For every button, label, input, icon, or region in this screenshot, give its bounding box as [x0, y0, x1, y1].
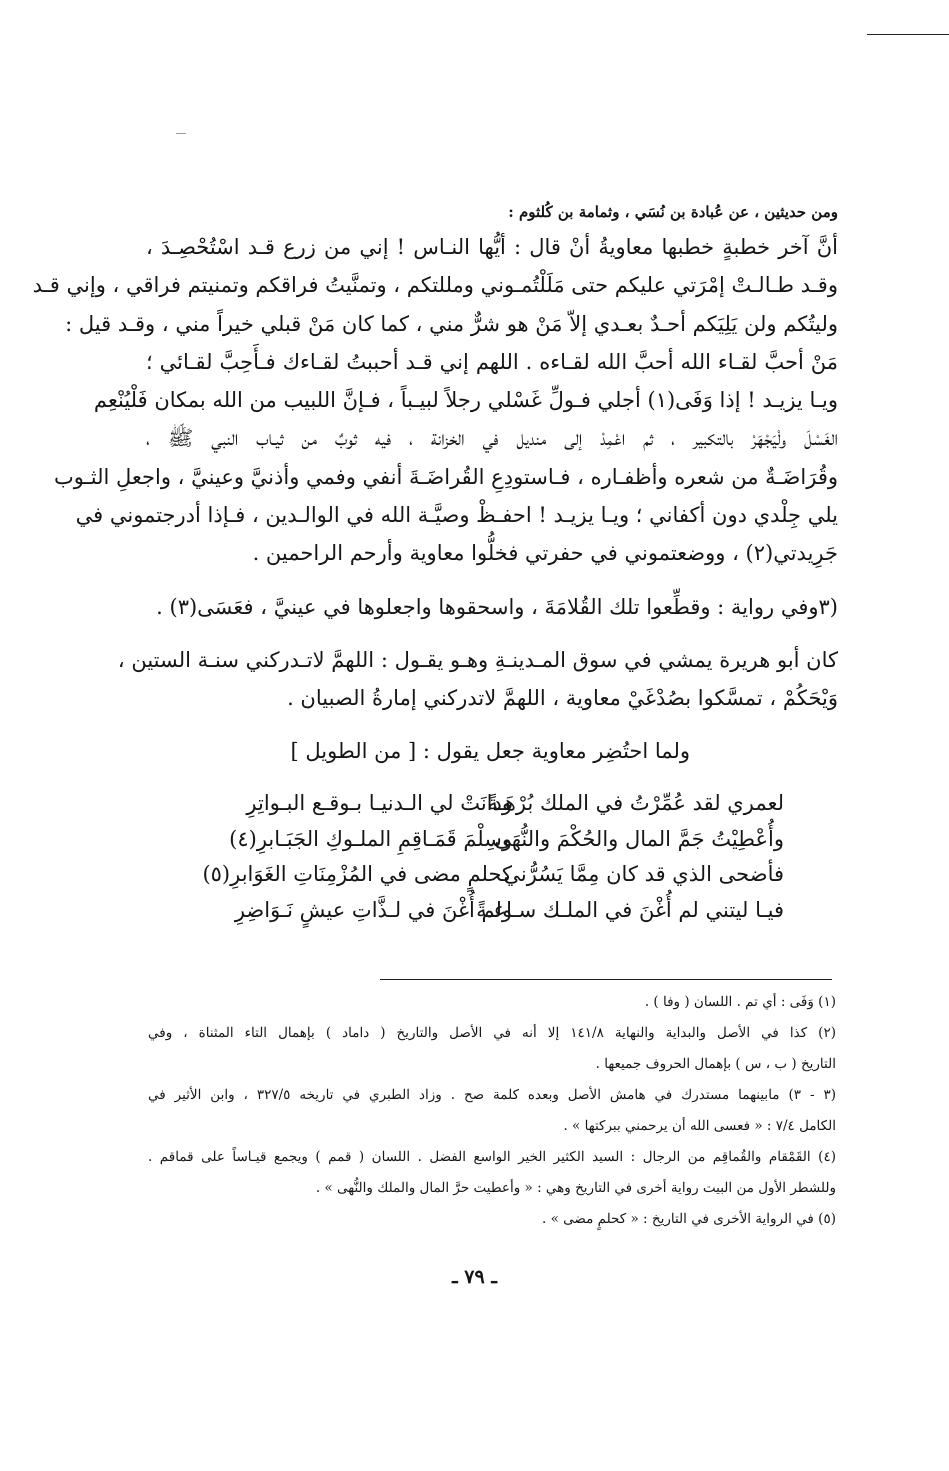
- poem-intro: ولما احتُضِر معاوية جعل يقول : [ من الطويل ]: [290, 739, 690, 764]
- first-hemistich: وأُعْطِيْتُ جَمَّ المال والحُكْمَ والنُّهَى: [494, 826, 784, 851]
- verse: [146, 821, 838, 857]
- footnote-line: (٣ - ٣) مابينهما مستدرك في هامش الأصل وبعده كلمة صح . وزاد الطبري في تاريخه ٣٢٧/٥ ، وابن الأثير في: [148, 1087, 836, 1103]
- first-hemistich: فيـا ليتني لم أُغْنَ في الملـك سـاعـةً: [476, 897, 784, 922]
- paragraph-speech: [32, 228, 838, 573]
- verse: [146, 892, 838, 928]
- footnote-2: [148, 1018, 836, 1080]
- chapter-intro: ومن حديثين ، عن عُبادة بن نُسَي ، وثمامة بن كُلثوم :: [508, 203, 838, 221]
- text-line: وقـد طـالـتْ إمْرَتي عليكم حتى مَلَلْتُمـوني ومللتكم ، وتمنَّيتُ فراقكم وتمنيتم فراقي ، وإني قـد: [32, 273, 838, 298]
- text-line: جَرِيدتي(٢) ، ووضعتموني في حفرتي فخلُّوا معاوية وأرحم الراحمين .: [252, 541, 838, 566]
- footnote-line: الكامل ٧/٤ : « فعسى الله أن يرحمني ببركتها » .: [563, 1118, 836, 1134]
- text-line: كان أبو هريرة يمشي في سوق المـدينـةِ وهـو يقـول : اللهمَّ لاتـدركني سنـة الستين ،: [117, 647, 838, 672]
- verse: [146, 785, 838, 821]
- second-hemistich: ودانَتْ لي الـدنيـا بـوقـع البـواتِرِ: [246, 791, 512, 816]
- footnote-5: [148, 1204, 836, 1235]
- first-hemistich: لعمري لقد عُمِّرْتُ في الملك بُرْهَـةً: [487, 791, 784, 816]
- text-line: يلي جِلْدي دون أكفاني ؛ ويـا يزيـد ! احفـظْ وصيَّـة الله في الوالـدين ، فـإذا أدرجتموني في: [75, 503, 838, 528]
- second-hemistich: ولم أُغْنَ في لـذَّاتِ عيشٍ نَـوَاضِرِ: [234, 897, 512, 922]
- text-line: مَنْ أحبَّ لقـاء الله أحبَّ الله لقـاءه . اللهم إني قـد أحببتُ لقـاءك فـأَحِبَّ لقـائي ؛: [146, 349, 838, 374]
- footnote-line: (٢) كذا في الأصل والبداية والنهاية ١٤١/٨ إلا أنه في الأصل والتاريخ ( داماد ) بإهمال التاء المثناة ، وفي: [148, 1025, 836, 1041]
- margin-mark: [176, 133, 186, 134]
- text-line: أنَّ آخر خطبةٍ خطبها معاويةُ أنْ قال : أيُّها النـاس ! إني من زرع قـد اسْتُحْصِـدَ ،: [146, 235, 838, 259]
- footnote-separator: [380, 979, 832, 980]
- first-hemistich: فأضحى الذي قد كان مِمَّا يَسُرُّني: [503, 862, 784, 887]
- footnote-line: التاريخ ( ب ، س ) بإهمال الحروف جميعها .: [595, 1056, 836, 1072]
- footnote-line: (١) وَفَى : أي تم . اللسان ( وفا ) .: [644, 994, 836, 1010]
- variant-reading: (٣وفي رواية : وقطِّعوا تلك القُلامَةَ ، واسحقوها واجعلوها في عينيَّ ، فعَسَى(٣) .: [156, 594, 838, 619]
- text-line: الغَسْلَ ولْيَجْهَرْ بالتكبير ، ثم اعْمِدْ إلى منديل في الخزانة ، فيه ثوبٌ من ثيـاب النبي ﷺ ،: [146, 426, 838, 451]
- footnote-3: [148, 1080, 836, 1142]
- text-line: ويـا يزيـد ! إذا وَفَى(١) أجلي فـولِّ غَسْلي رجلاً لبيـباً ، فـإنَّ اللبيب من الله بمكان فَلْيُنْعِم: [93, 388, 838, 413]
- verse: [146, 856, 838, 892]
- text-line: وَيْحَكُمْ ، تمسَّكوا بصُدْغَيْ معاوية ، اللهمَّ لاتدركني إمارةُ الصبيان .: [287, 685, 838, 710]
- footnote-4: [148, 1142, 836, 1204]
- second-hemistich: وسِلْمَ قَمَـاقِمِ الملـوكِ الجَبَـابرِ(٤): [229, 826, 512, 851]
- poem: [146, 785, 838, 927]
- footnote-1: [148, 987, 836, 1018]
- footnote-line: وللشطر الأول من البيت رواية أخرى في التاريخ وهي : « وأعطيت حرَّ المال والملك والنُّهى » .: [315, 1180, 836, 1196]
- text-line: وقُرَاضَـةٌ من شعره وأظفـاره ، فـاستودِعِ القُراضَـةَ أنفي وفمي وأذنيَّ وعينيَّ ، واجعلِ الثـوب: [54, 464, 838, 489]
- footnote-line: (٤) القَمْقام والقُماقِم من الرجال : السيد الكثير الخير الواسع الفضل . اللسان ( قمم ) ويجمع قيـاساً على قماقم .: [148, 1149, 836, 1165]
- footnote-line: (٥) في الرواية الأخرى في التاريخ : « كحلمٍ مضى » .: [541, 1211, 836, 1227]
- paragraph-abu-hurayra: [117, 641, 838, 718]
- top-right-rule: [867, 34, 949, 35]
- text-line: وليتُكم ولن يَلِيَكم أحـدٌ بعـدي إلاّ مَنْ هو شرٌّ مني ، كما كان مَنْ قبلي خيراً مني ، وقـد قيل :: [65, 311, 838, 336]
- footnotes: [148, 987, 836, 1235]
- main-text: [32, 196, 838, 927]
- second-hemistich: كحلمٍ مضى في المُزْمِنَاتِ الغَوَابرِ(٥): [202, 862, 512, 887]
- page-number: ـ ٧٩ ـ: [452, 1266, 497, 1288]
